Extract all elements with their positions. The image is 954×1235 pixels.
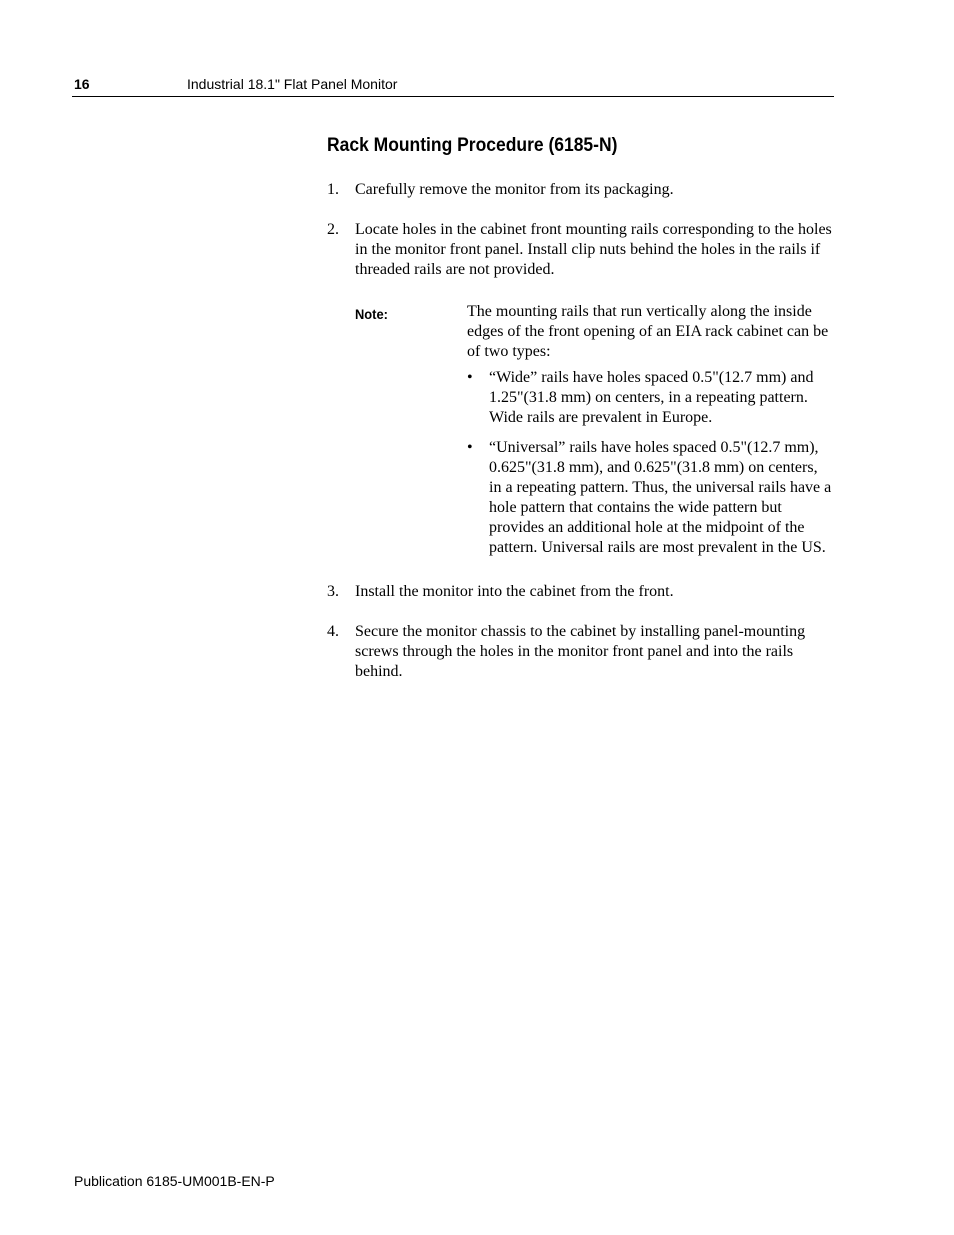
list-item (467, 438, 832, 558)
bullet-text: “Universal” rails have holes spaced 0.5"(12.7 mm), 0.625"(31.8 mm), and 0.625"(31.8 mm) on centers, in a repeating pattern. Thus, the universal rails have a hole pattern that contains the wide pattern but provides an additional hole at the midpoint of the pattern. Universal rails are most prevalent in the US. (489, 439, 832, 556)
step-number: 4. (327, 623, 339, 640)
note-text: The mounting rails that run vertically along the inside edges of the front opening of an EIA rack cabinet can be of two types: (467, 303, 829, 360)
list-item (467, 368, 832, 428)
step-number: 2. (327, 221, 339, 238)
bullet-icon: • (467, 439, 473, 456)
step-4 (327, 622, 832, 682)
note-block (355, 302, 832, 558)
step-3 (327, 582, 832, 602)
procedure-content (327, 180, 832, 682)
page-footer: Publication 6185-UM001B-EN-P (74, 1173, 275, 1189)
page-number: 16 (74, 76, 90, 92)
step-text: Locate holes in the cabinet front mounting rails corresponding to the holes in the monitor front panel. Install clip nuts behind the holes in the rails if threaded rails are not provided. (355, 221, 832, 278)
page-header (72, 76, 834, 97)
note-bullet-list (467, 368, 832, 558)
step-text: Secure the monitor chassis to the cabinet by installing panel-mounting screws through the holes in the monitor front panel and into the rails behind. (355, 623, 806, 680)
step-2 (327, 220, 832, 280)
bullet-icon: • (467, 369, 473, 386)
header-title: Industrial 18.1" Flat Panel Monitor (187, 76, 398, 92)
step-number: 3. (327, 583, 339, 600)
step-text: Carefully remove the monitor from its packaging. (355, 181, 674, 198)
step-1 (327, 180, 832, 200)
step-number: 1. (327, 181, 339, 198)
section-title: Rack Mounting Procedure (6185-N) (327, 135, 618, 156)
bullet-text: “Wide” rails have holes spaced 0.5"(12.7 mm) and 1.25"(31.8 mm) on centers, in a repeating pattern. Wide rails are prevalent in Europe. (489, 369, 814, 426)
note-label: Note: (355, 306, 388, 322)
step-text: Install the monitor into the cabinet from the front. (355, 583, 674, 600)
